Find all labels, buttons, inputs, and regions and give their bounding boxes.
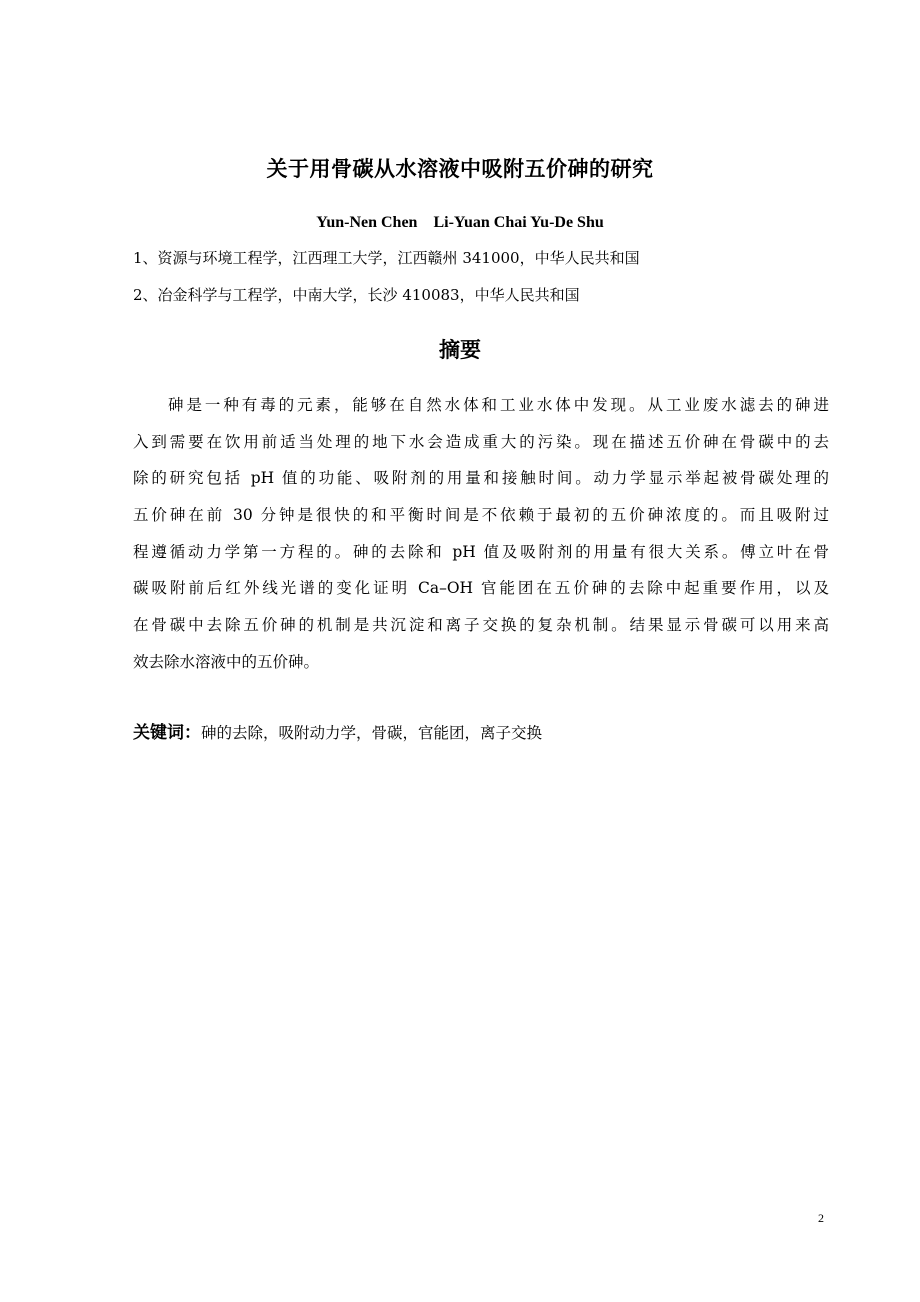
keywords-text: 砷的去除，吸附动力学，骨碳，官能团，离子交换 — [201, 724, 543, 742]
author-list: Yun-Nen Chen Li-Yuan Chai Yu-De Shu — [316, 214, 604, 231]
abstract-line: 碳吸附前后红外线光谱的变化证明 Ca–OH 官能团在五价砷的去除中起重要作用，以及 — [133, 579, 829, 598]
paper-title: 关于用骨碳从水溶液中吸附五价砷的研究 — [266, 157, 654, 181]
abstract-line: 砷是一种有毒的元素，能够在自然水体和工业水体中发现。从工业废水滤去的砷进 — [168, 396, 829, 414]
affiliation-2: 2、冶金科学与工程学，中南大学，长沙 410083，中华人民共和国 — [133, 286, 580, 304]
page-number: 2 — [818, 1211, 824, 1225]
abstract-line: 程遵循动力学第一方程的。砷的去除和 pH 值及吸附剂的用量有很大关系。傅立叶在骨 — [133, 542, 829, 561]
abstract-line: 五价砷在前 30 分钟是很快的和平衡时间是不依赖于最初的五价砷浓度的。而且吸附过 — [133, 506, 829, 525]
abstract-line: 入到需要在饮用前适当处理的地下水会造成重大的污染。现在描述五价砷在骨碳中的去 — [133, 432, 829, 451]
abstract-line: 在骨碳中去除五价砷的机制是共沉淀和离子交换的复杂机制。结果显示骨碳可以用来高 — [133, 616, 829, 635]
abstract-line: 除的研究包括 pH 值的功能、吸附剂的用量和接触时间。动力学显示举起被骨碳处理的 — [133, 469, 829, 488]
keywords-row — [133, 718, 542, 748]
abstract-heading: 摘要 — [439, 338, 481, 362]
abstract-body — [133, 387, 829, 681]
affiliation-1: 1、资源与环境工程学，江西理工大学，江西赣州 341000，中华人民共和国 — [133, 249, 640, 267]
abstract-line: 效去除水溶液中的五价砷。 — [133, 652, 320, 671]
keywords-label: 关键词： — [133, 723, 201, 743]
